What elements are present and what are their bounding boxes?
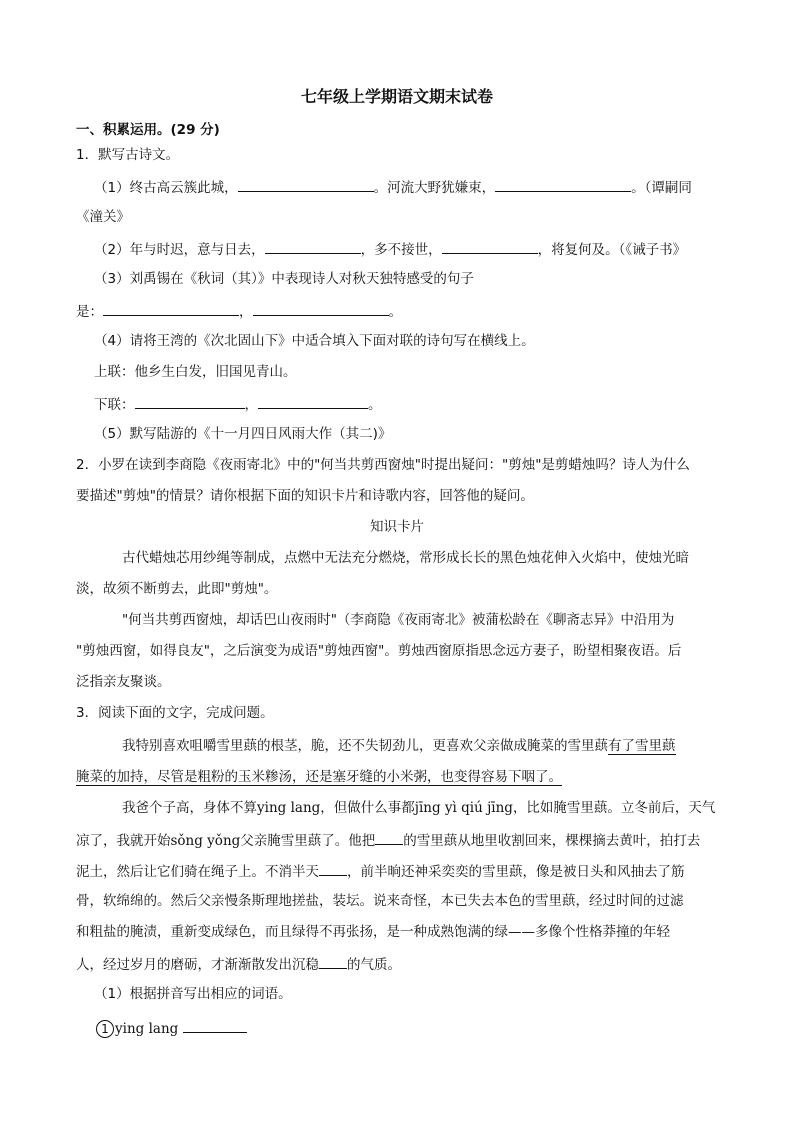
answer-blank[interactable] — [495, 177, 631, 192]
card-paragraph-1: 古代蜡烛芯用纱绳等制成，点燃中无法充分燃烧，常形成长长的黑色烛花伸入火焰中，使烛光暗 — [122, 550, 689, 566]
answer-blank[interactable] — [442, 239, 538, 254]
q1-item-3: （3）刘禹锡在《秋词（其）》中表现诗人对秋天独特感受的句子 — [94, 271, 474, 287]
couplet-upper: 上联：他乡生白发，旧国见青山。 — [94, 364, 297, 380]
question-2-line-2: 要描述"剪烛"的情景？请你根据下面的知识卡片和诗歌内容，回答他的疑问。 — [76, 488, 534, 504]
question-3-heading: 3．阅读下面的文字，完成问题。 — [76, 705, 274, 721]
question-2-line-1: 2．小罗在读到李商隐《夜雨寄北》中的"何当共剪西窗烛"时提出疑问："剪烛"是剪蜡烛吗？诗人为什么 — [76, 457, 690, 473]
question-1-heading: 1．默写古诗文。 — [76, 147, 180, 163]
pinyin-ying-lang: ying lang — [115, 1021, 179, 1037]
couplet-lower: 下联： ， 。 — [94, 394, 794, 414]
card-paragraph-2: "何当共剪西窗烛，却话巴山夜雨时"（李商隐《夜雨寄北》被蒲松龄在《聊斋志异》中沿用为 — [122, 612, 675, 628]
answer-blank[interactable] — [319, 954, 347, 969]
q1-item-4: （4）请将王湾的《次北固山下》中适合填入下面对联的诗句写在横线上。 — [94, 333, 535, 349]
q1-item-5: （5）默写陆游的《十一月四日风雨大作（其二)》 — [94, 426, 392, 442]
answer-blank[interactable] — [375, 830, 403, 845]
pinyin-song-yong: sǒng yǒng — [170, 833, 241, 849]
passage-line-6: 人，经过岁月的磨砺，才渐渐散发出沉稳 的气质。 — [76, 954, 794, 974]
passage-line-2: 凉了，我就开始sǒng yǒng父亲腌雪里蕻了。他把 的雪里蕻从地里收割回来，棵棵摘去黄叶，拍打去 — [76, 830, 794, 850]
passage-paragraph-1: 我特别喜欢咀嚼雪里蕻的根茎，脆，还不失韧劲儿，更喜欢父亲做成腌菜的雪里蕻有了雪里蕻 — [122, 738, 676, 754]
passage-line-3: 泥土，然后让它们骑在绳子上。不消半天 ，前半晌还神采奕奕的雪里蕻，像是被日头和风抽去了筋 — [76, 861, 794, 881]
q1-item-1: （1）终古高云簇此城， 。河流大野犹嫌束， 。（谭嗣同 — [94, 177, 794, 197]
section-heading: 一、积累运用。(29 分) — [76, 122, 220, 138]
page-title: 七年级上学期语文期末试卷 — [300, 87, 493, 106]
answer-blank[interactable] — [258, 394, 368, 409]
card-paragraph-1-cont: 淡，故须不断剪去，此即"剪烛"。 — [76, 581, 278, 597]
answer-blank[interactable] — [135, 394, 245, 409]
q1-item-3-answer: 是： ， 。 — [76, 301, 794, 321]
card-paragraph-2-cont: "剪烛西窗，如得良友"，之后演变为成语"剪烛西窗"。剪烛西窗原指思念远方妻子，盼望相聚夜语。后 — [76, 643, 682, 659]
underlined-sentence: 有了雪里蕻 — [608, 738, 676, 754]
q1-item-1-source: 《潼关》 — [76, 209, 130, 225]
pinyin-jing-yi-qiu-jing: jīng yì qiú jīng — [414, 800, 513, 816]
circled-number-1: 1 — [96, 1020, 114, 1038]
answer-blank[interactable] — [103, 301, 239, 316]
passage-line-4: 骨，软绵绵的。然后父亲慢条斯理地搓盐，装坛。说来奇怪，本已失去本色的雪里蕻，经过时间的过滤 — [76, 893, 684, 909]
pinyin-ying-lang: ying lang — [257, 800, 321, 816]
answer-blank[interactable] — [238, 177, 374, 192]
answer-blank[interactable] — [319, 861, 347, 876]
sub-question-1: （1）根据拼音写出相应的词语。 — [94, 986, 292, 1002]
q1-item-2: （2）年与时迟，意与日去， ，多不接世， ，将复何及。（《诫子书》 — [94, 239, 794, 259]
answer-blank[interactable] — [265, 239, 361, 254]
underlined-sentence: 腌菜的加持，尽管是粗粉的玉米糁汤，还是塞牙缝的小米粥，也变得容易下咽了。 — [76, 769, 562, 785]
passage-paragraph-2: 我爸个子高，身体不算ying lang，但做什么事都jīng yì qiú jīng，比如腌雪里蕻。立冬前后，天气 — [122, 800, 716, 816]
knowledge-card-title: 知识卡片 — [370, 519, 424, 535]
answer-blank[interactable] — [253, 301, 389, 316]
passage-line-5: 和粗盐的腌渍，重新变成绿色，而且绿得不再张扬，是一种成熟饱满的绿——多像个性格莽撞的年轻 — [76, 924, 670, 940]
answer-blank[interactable] — [183, 1018, 247, 1033]
sub-question-1-item — [96, 1018, 794, 1038]
card-paragraph-2-end: 泛指亲友聚谈。 — [76, 674, 171, 690]
passage-paragraph-1-cont — [76, 768, 794, 786]
